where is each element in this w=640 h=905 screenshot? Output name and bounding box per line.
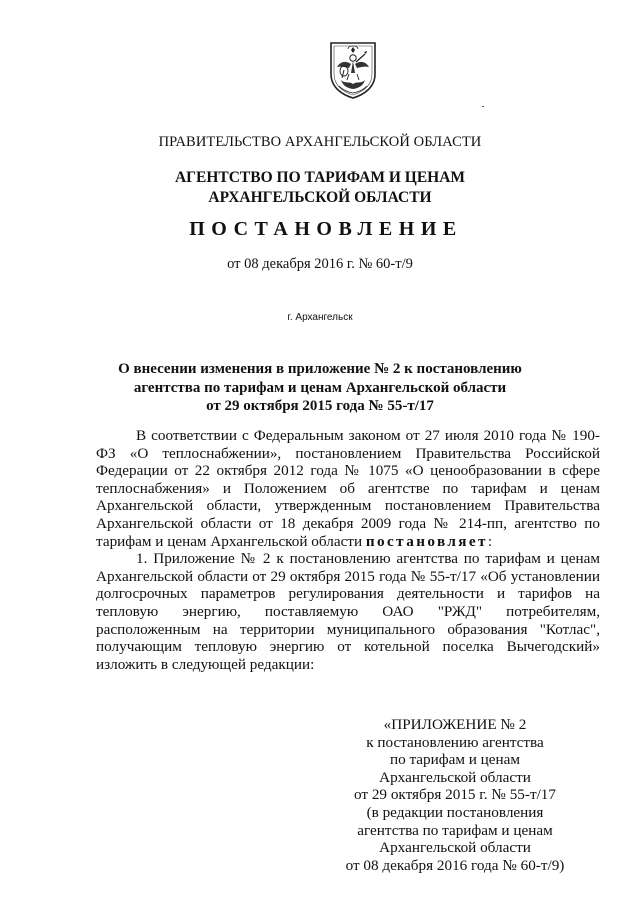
subject-line: О внесении изменения в приложение № 2 к постановлению	[118, 361, 522, 377]
annex-line: агентства по тарифам и ценам	[357, 821, 553, 839]
preamble-text: В соответствии с Федеральным законом от 27 июля 2010 года № 190-ФЗ «О теплоснабжении», постановлением Правительства Российской Федерации от 22 октября 2012 года № 1075 «О ценообразовании в сфере теплоснабжения» и Положением об агентстве по тарифам и ценам Архангельской области, утвержденным постановлением Правительства Архангельской области от 18 декабря 2009 года № 214-пп, агентство по тарифам и ценам Архангельской области	[96, 427, 600, 550]
annex-line: по тарифам и ценам	[389, 751, 521, 769]
annex-line: (в редакции постановления	[366, 803, 544, 821]
annex-line: Архангельской области	[379, 768, 531, 786]
agency-name	[0, 168, 640, 208]
document-type: ПОСТАНОВЛЕНИЕ	[189, 218, 463, 240]
annex-line: к постановлению агентства	[366, 733, 544, 751]
government-name: ПРАВИТЕЛЬСТВО АРХАНГЕЛЬСКОЙ ОБЛАСТИ	[158, 134, 482, 150]
annex-line: «ПРИЛОЖЕНИЕ № 2	[383, 716, 527, 733]
agency-name-line: АРХАНГЕЛЬСКОЙ ОБЛАСТИ	[208, 189, 432, 206]
annex-line: от 29 октября 2015 г. № 55-т/17	[354, 786, 556, 804]
annex-line: Архангельской области	[379, 839, 531, 857]
document-subject	[0, 360, 640, 416]
scan-speck	[482, 106, 484, 107]
preamble-colon: :	[487, 532, 493, 550]
body-paragraph-item-1: 1. Приложение № 2 к постановлению агентства по тарифам и ценам Архангельской области от 29 октября 2015 года № 55-т/17 «Об установлении долгосрочных параметров регулирования деятельности и тарифов на тепловую энергию, поставляемую ОАО "РЖД" потребителям, расположенным на территории муниципального образования "Котлас", получающим тепловую энергию от котельной поселка Вычегодский» изложить в следующей редакции:	[96, 550, 600, 673]
document-date-number: от 08 декабря 2016 г. № 60-т/9	[227, 256, 413, 272]
decree-word: постановляет	[365, 532, 488, 550]
annex-line: от 08 декабря 2016 года № 60-т/9)	[345, 856, 565, 874]
agency-name-line: АГЕНТСТВО ПО ТАРИФАМ И ЦЕНАМ	[174, 169, 466, 186]
document-city: г. Архангельск	[287, 312, 353, 323]
body-paragraph-preamble	[96, 427, 600, 550]
document-body	[96, 427, 600, 673]
annex-heading	[340, 716, 570, 874]
subject-line: от 29 октября 2015 года № 55-т/17	[206, 398, 434, 414]
coat-of-arms-icon	[327, 40, 379, 100]
subject-line: агентства по тарифам и ценам Архангельской области	[133, 379, 507, 396]
